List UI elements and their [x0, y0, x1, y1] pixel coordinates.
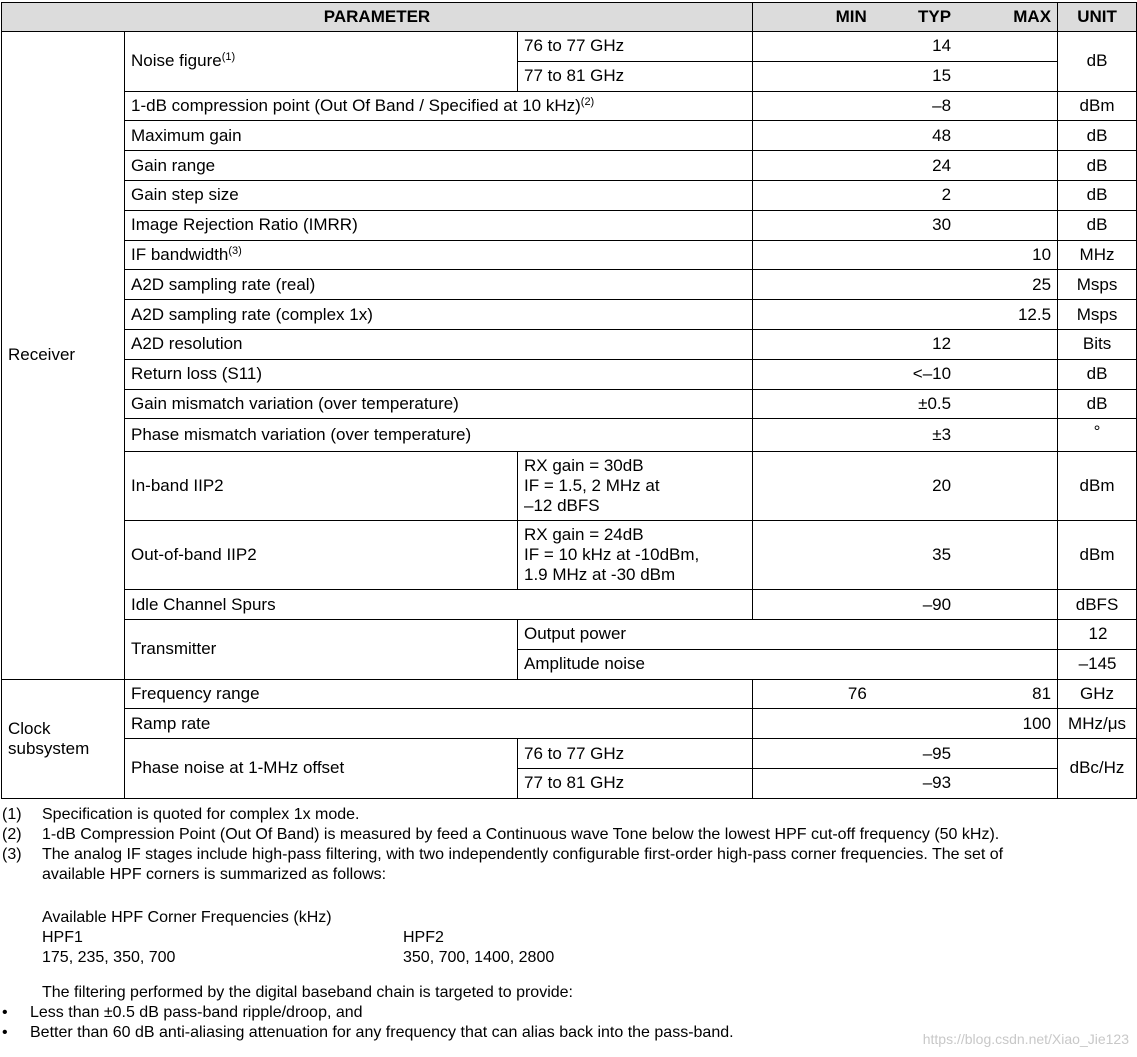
unit-cell: dBc/Hz [1058, 739, 1137, 799]
param-amplitude-noise: Amplitude noise [518, 649, 1058, 679]
table-row [2, 389, 1137, 419]
filtering-intro: The filtering performed by the digital baseband chain is targeted to provide: [42, 984, 573, 1001]
hpf2-values: 350, 700, 1400, 2800 [403, 949, 555, 966]
param-imrr: Image Rejection Ratio (IMRR) [125, 210, 753, 240]
typ-value: 24 [932, 155, 952, 175]
table-row [2, 739, 1137, 769]
typ-value: 30 [932, 215, 952, 235]
unit-cell: dBFS [1058, 590, 1137, 620]
table-row [2, 300, 1137, 330]
max-value: 81 [1032, 683, 1052, 703]
typ-value: –90 [922, 594, 952, 614]
table-row [2, 270, 1137, 300]
param-max-gain: Maximum gain [125, 121, 753, 151]
unit-cell: Bits [1058, 329, 1137, 359]
param-idle-spurs: Idle Channel Spurs [125, 590, 753, 620]
list-item: • Better than 60 dB anti-aliasing attenuation for any frequency that can alias back into the pass-band. [2, 1024, 734, 1041]
group-receiver: Receiver [2, 32, 125, 680]
param-a2d-resolution: A2D resolution [125, 329, 753, 359]
param-noise-figure: Noise figure$^{(1)}$ [125, 32, 518, 92]
table-row [2, 521, 1137, 590]
unit-cell: Msps [1058, 270, 1137, 300]
cond-noise-figure-2: 77 to 81 GHz [518, 61, 753, 91]
cond-phase-noise-1: 76 to 77 GHz [518, 739, 753, 769]
typ-value: <–10 [912, 364, 952, 384]
unit-cell: ° [1058, 419, 1137, 452]
table-row [2, 210, 1137, 240]
footnotes [2, 805, 1137, 1043]
param-return-loss: Return loss (S11) [125, 359, 753, 389]
header-parameter: PARAMETER [2, 3, 753, 32]
hpf2-heading: HPF2 [403, 929, 444, 946]
table-row [2, 151, 1137, 181]
bullet-icon: • [2, 1024, 8, 1041]
hpf-title: Available HPF Corner Frequencies (kHz) [42, 909, 332, 926]
header-min: MIN [835, 7, 867, 26]
unit-cell: dB [1058, 121, 1137, 151]
param-if-bandwidth: IF bandwidth$^{(3)}$ [125, 240, 753, 270]
table-row [2, 452, 1137, 521]
typ-value: –8 [932, 95, 952, 115]
header-typ: TYP [918, 7, 952, 26]
typ-value: 15 [932, 66, 952, 86]
param-phase-mismatch: Phase mismatch variation (over temperature) [125, 419, 753, 452]
table-row [2, 590, 1137, 620]
cond-inband-iip2: RX gain = 30dB IF = 1.5, 2 MHz at –12 dBFS [518, 452, 753, 521]
footnote-2: (2) 1-dB Compression Point (Out Of Band) is measured by feed a Continuous wave Tone below the lowest HPF cut-off frequency (50 kHz). [2, 826, 1000, 843]
unit-cell: dB [1058, 180, 1137, 210]
param-a2d-complex: A2D sampling rate (complex 1x) [125, 300, 753, 330]
typ-value: 14 [932, 36, 952, 56]
unit-cell: dBm [1058, 452, 1137, 521]
table-row [2, 32, 1137, 62]
watermark: https://blog.csdn.net/Xiao_Jie123 [922, 1031, 1129, 1047]
cond-outband-iip2: RX gain = 24dB IF = 10 kHz at -10dBm, 1.9 MHz at -30 dBm [518, 521, 753, 590]
unit-cell: Msps [1058, 300, 1137, 330]
table-row [2, 91, 1137, 121]
unit-cell: MHz/μs [1058, 709, 1137, 739]
param-gain-range: Gain range [125, 151, 753, 181]
spec-table [1, 2, 1137, 799]
typ-value: 35 [932, 545, 952, 565]
unit-cell: dB [1058, 151, 1137, 181]
bullet-icon: • [2, 1004, 8, 1021]
hpf1-heading: HPF1 [42, 929, 83, 946]
table-row [2, 419, 1137, 452]
typ-value: 20 [932, 476, 952, 496]
header-row [2, 3, 1137, 32]
unit-cell: dB [1058, 32, 1137, 92]
param-gain-step: Gain step size [125, 180, 753, 210]
typ-value: 12 [1088, 624, 1108, 644]
table-row [2, 180, 1137, 210]
table-row [2, 619, 1137, 649]
typ-value: 12 [932, 334, 952, 354]
param-output-power: Output power [518, 619, 1058, 649]
unit-cell: dB [1058, 210, 1137, 240]
max-value: 25 [1032, 274, 1052, 294]
max-value: 100 [1022, 713, 1052, 733]
param-phase-noise: Phase noise at 1-MHz offset [125, 739, 518, 799]
typ-value: –95 [922, 743, 952, 763]
param-ramp-rate: Ramp rate [125, 709, 753, 739]
unit-cell: dB [1058, 389, 1137, 419]
list-item: • Less than ±0.5 dB pass-band ripple/droop, and [2, 1004, 363, 1021]
hpf1-values: 175, 235, 350, 700 [42, 949, 176, 966]
group-clock: Clock subsystem [2, 679, 125, 798]
table-row [2, 329, 1137, 359]
param-inband-iip2: In-band IIP2 [125, 452, 518, 521]
unit-cell: dBm [1058, 91, 1137, 121]
header-unit: UNIT [1058, 3, 1137, 32]
param-a2d-real: A2D sampling rate (real) [125, 270, 753, 300]
max-value: 12.5 [1017, 304, 1052, 324]
unit-cell: dB [1058, 359, 1137, 389]
typ-value: –145 [1078, 654, 1117, 674]
footnote-1: (1) Specification is quoted for complex 1x mode. [2, 806, 360, 823]
param-outband-iip2: Out-of-band IIP2 [125, 521, 518, 590]
param-gain-mismatch: Gain mismatch variation (over temperature) [125, 389, 753, 419]
table-row [2, 359, 1137, 389]
table-row [2, 679, 1137, 709]
table-row [2, 709, 1137, 739]
typ-value: –93 [922, 773, 952, 793]
unit-cell: MHz [1058, 240, 1137, 270]
header-values [753, 3, 1058, 32]
typ-value: ±3 [932, 425, 952, 445]
footnote-3: (3) The analog IF stages include high-pass filtering, with two independently configurable first-order high-pass corner frequencies. The set of available HPF corners is summarized as follows: [2, 846, 1004, 883]
cond-phase-noise-2: 77 to 81 GHz [518, 768, 753, 798]
cond-noise-figure-1: 76 to 77 GHz [518, 32, 753, 62]
param-compression: 1-dB compression point (Out Of Band / Specified at 10 kHz)$^{(2)}$ [125, 91, 753, 121]
typ-value: 48 [932, 125, 952, 145]
group-transmitter: Transmitter [125, 619, 518, 679]
max-value: 10 [1032, 244, 1052, 264]
min-value: 76 [847, 683, 867, 703]
unit-cell: GHz [1058, 679, 1137, 709]
unit-cell: dBm [1058, 521, 1137, 590]
typ-value: ±0.5 [918, 393, 952, 413]
typ-value: 2 [941, 185, 952, 205]
table-row [2, 240, 1137, 270]
hpf-corner-table [42, 908, 1137, 968]
table-row [2, 121, 1137, 151]
header-max: MAX [1013, 7, 1052, 26]
param-frequency-range: Frequency range [125, 679, 753, 709]
